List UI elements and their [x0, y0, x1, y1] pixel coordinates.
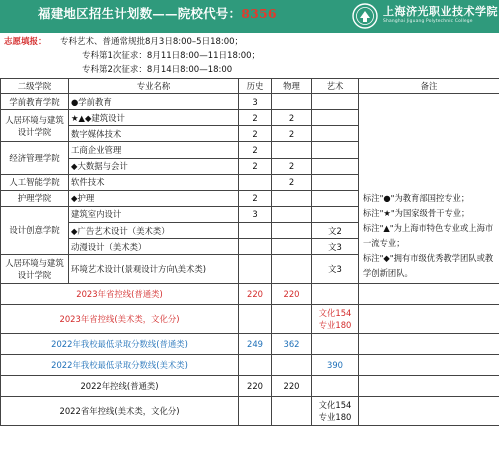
- summary-label: 2023年省控线(普通类): [1, 284, 239, 305]
- history-cell: [239, 174, 272, 190]
- art-cell: 文3: [312, 255, 359, 284]
- art-cell: 文3: [312, 239, 359, 255]
- summary-remark: [359, 305, 499, 334]
- physics-cell: [272, 255, 312, 284]
- history-cell: [239, 239, 272, 255]
- physics-cell: [272, 223, 312, 239]
- art-cell: [312, 94, 359, 110]
- summary-label: 2022年我校最低录取分数线(美术类): [1, 355, 239, 376]
- summary-art: [312, 376, 359, 397]
- school-name-cn: 上海济光职业技术学院: [383, 5, 498, 18]
- major-cell: ◆大数据与会计: [69, 158, 239, 174]
- summary-art: 文化154 专业180: [312, 397, 359, 426]
- major-cell: ◆广告艺术设计（美术类）: [69, 223, 239, 239]
- col-header-remarks: 备注: [359, 79, 499, 94]
- major-cell: ★▲◆建筑设计: [69, 110, 239, 126]
- physics-cell: [272, 94, 312, 110]
- col-header-history: 历史: [239, 79, 272, 94]
- school-logo-icon: [352, 3, 378, 29]
- physics-cell: [272, 239, 312, 255]
- college-cell: 经济管理学院: [1, 142, 69, 174]
- summary-label: 2023年省控线(美术类，文化分): [1, 305, 239, 334]
- notice-line: 专科第1次征求：8月11日8:00—11日18:00；: [82, 51, 261, 61]
- summary-row: [1, 305, 499, 334]
- summary-history: 220: [239, 376, 272, 397]
- college-cell: 人居环境与建筑设计学院: [1, 255, 69, 284]
- header-banner: [0, 0, 499, 33]
- table-header-row: [1, 79, 499, 94]
- history-cell: 2: [239, 126, 272, 142]
- major-cell: ●学前教育: [69, 94, 239, 110]
- school-code: 8356: [241, 6, 277, 21]
- summary-label: 2022省年控线(美术类，文化分): [1, 397, 239, 426]
- summary-physics: 220: [272, 376, 312, 397]
- art-cell: [312, 158, 359, 174]
- summary-history: [239, 355, 272, 376]
- history-cell: 3: [239, 206, 272, 222]
- history-cell: [239, 223, 272, 239]
- major-cell: 软件技术: [69, 174, 239, 190]
- college-cell: 人居环境与建筑设计学院: [1, 110, 69, 142]
- col-header-college: 二级学院: [1, 79, 69, 94]
- summary-physics: 220: [272, 284, 312, 305]
- college-cell: 护理学院: [1, 190, 69, 206]
- col-header-physics: 物理: [272, 79, 312, 94]
- summary-row: [1, 376, 499, 397]
- summary-art: 文化154 专业180: [312, 305, 359, 334]
- physics-cell: 2: [272, 174, 312, 190]
- summary-history: 220: [239, 284, 272, 305]
- application-notice: [0, 33, 499, 77]
- remark-line: 标注"▲"为上海市特色专业或上海市一流专业；: [363, 223, 494, 248]
- notice-label: 志愿填报：: [4, 37, 47, 47]
- summary-row: [1, 397, 499, 426]
- summary-history: [239, 397, 272, 426]
- physics-cell: 2: [272, 158, 312, 174]
- summary-art: 390: [312, 355, 359, 376]
- remark-line: 标注"●"为教育部国控专业；: [363, 193, 470, 203]
- table-row: [1, 94, 499, 110]
- school-name-en: Shanghai Jiguang Polytechnic College: [383, 19, 473, 24]
- physics-cell: 2: [272, 126, 312, 142]
- art-cell: [312, 110, 359, 126]
- art-cell: [312, 142, 359, 158]
- art-cell: [312, 206, 359, 222]
- history-cell: 2: [239, 142, 272, 158]
- major-cell: 环境艺术设计(景观设计方向\美术类): [69, 255, 239, 284]
- summary-physics: 362: [272, 334, 312, 355]
- art-cell: [312, 174, 359, 190]
- art-cell: [312, 190, 359, 206]
- notice-line: 专科第2次征求：8月14日8:00—18:00: [82, 65, 233, 75]
- summary-art: [312, 334, 359, 355]
- summary-remark: [359, 355, 499, 376]
- summary-label: 2022年控线(普通类): [1, 376, 239, 397]
- physics-cell: 2: [272, 110, 312, 126]
- enrollment-plan-table: [0, 78, 499, 426]
- summary-label: 2022年我校最低录取分数线(普通类): [1, 334, 239, 355]
- remark-line: 标注"◆"拥有市级优秀教学团队或教学创新团队。: [363, 253, 494, 278]
- summary-history: [239, 305, 272, 334]
- art-cell: [312, 126, 359, 142]
- summary-remark: [359, 334, 499, 355]
- physics-cell: [272, 190, 312, 206]
- summary-history: 249: [239, 334, 272, 355]
- major-cell: 动漫设计（美术类）: [69, 239, 239, 255]
- col-header-art: 艺术: [312, 79, 359, 94]
- major-cell: 数字媒体技术: [69, 126, 239, 142]
- summary-row: [1, 334, 499, 355]
- major-cell: 建筑室内设计: [69, 206, 239, 222]
- notice-line: 专科艺术、普通常规批8月3日8:00–5日18:00；: [60, 37, 244, 47]
- major-cell: 工商企业管理: [69, 142, 239, 158]
- summary-row: [1, 284, 499, 305]
- art-cell: 文2: [312, 223, 359, 239]
- college-cell: 学前教育学院: [1, 94, 69, 110]
- summary-remark: [359, 397, 499, 426]
- remark-line: 标注"★"为国家级骨干专业；: [363, 208, 470, 218]
- summary-physics: [272, 355, 312, 376]
- history-cell: 2: [239, 190, 272, 206]
- college-cell: 人工智能学院: [1, 174, 69, 190]
- major-cell: ◆护理: [69, 190, 239, 206]
- summary-art: [312, 284, 359, 305]
- history-cell: [239, 255, 272, 284]
- college-cell: 设计创意学院: [1, 206, 69, 254]
- physics-cell: [272, 206, 312, 222]
- col-header-major: 专业名称: [69, 79, 239, 94]
- summary-remark: [359, 284, 499, 305]
- history-cell: 2: [239, 158, 272, 174]
- summary-remark: [359, 376, 499, 397]
- history-cell: 3: [239, 94, 272, 110]
- page-title: 福建地区招生计划数——院校代号：8356: [38, 6, 277, 21]
- history-cell: 2: [239, 110, 272, 126]
- summary-physics: [272, 305, 312, 334]
- summary-row: [1, 355, 499, 376]
- physics-cell: [272, 142, 312, 158]
- remarks-cell: [359, 94, 499, 284]
- summary-physics: [272, 397, 312, 426]
